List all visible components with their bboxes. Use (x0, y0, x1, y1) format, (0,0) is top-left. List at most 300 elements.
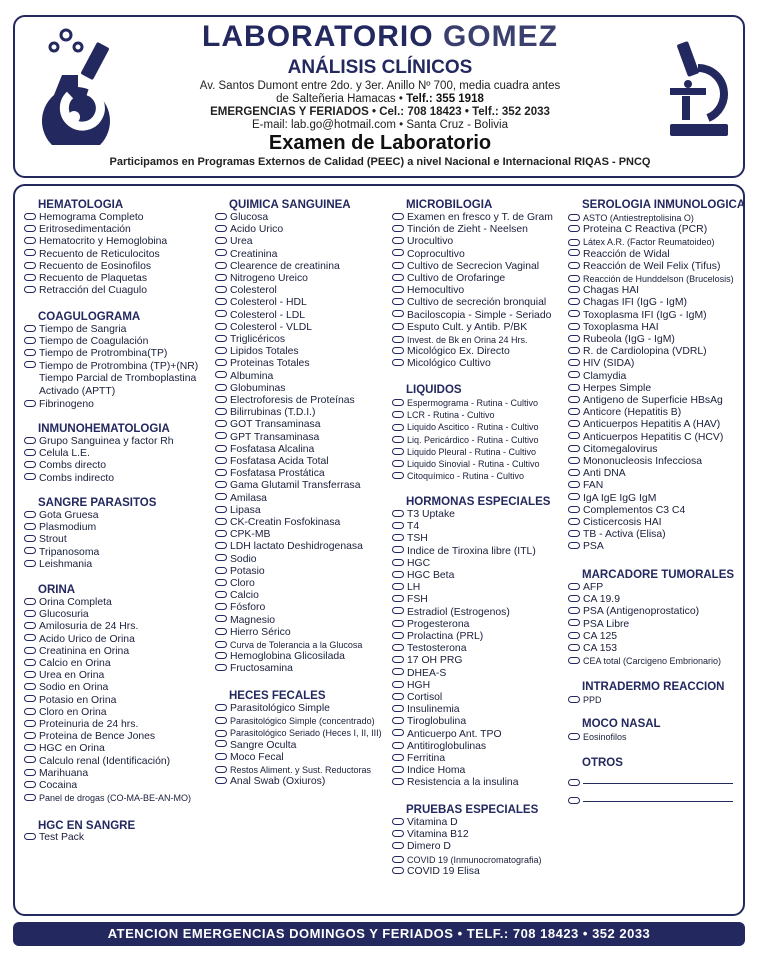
exam-checkbox-item[interactable] (392, 546, 536, 558)
exam-checkbox-item[interactable] (24, 448, 90, 460)
exam-checkbox-item[interactable] (568, 419, 720, 431)
exam-checkbox-item[interactable] (24, 792, 191, 804)
exam-checkbox-item[interactable] (24, 621, 138, 633)
checkbox[interactable] (392, 830, 404, 837)
exam-checkbox-item[interactable] (24, 719, 138, 731)
checkbox[interactable] (215, 554, 227, 561)
checkbox[interactable] (215, 286, 227, 293)
exam-checkbox-item[interactable] (392, 236, 453, 248)
exam-checkbox-item[interactable] (24, 399, 94, 411)
exam-checkbox-item[interactable] (215, 776, 325, 788)
checkbox[interactable] (568, 733, 580, 740)
exam-checkbox-item[interactable] (215, 273, 308, 285)
exam-checkbox-item[interactable] (215, 297, 307, 309)
checkbox[interactable] (392, 323, 404, 330)
checkbox[interactable] (392, 237, 404, 244)
exam-checkbox-item[interactable] (24, 224, 131, 236)
checkbox[interactable] (392, 818, 404, 825)
exam-checkbox-item[interactable] (392, 777, 518, 789)
checkbox[interactable] (24, 647, 36, 654)
checkbox[interactable] (215, 323, 227, 330)
checkbox[interactable] (24, 225, 36, 232)
exam-checkbox-item[interactable] (568, 432, 723, 444)
checkbox[interactable] (568, 506, 580, 513)
checkbox[interactable] (24, 794, 36, 801)
exam-checkbox-item[interactable] (392, 558, 430, 570)
checkbox[interactable] (24, 720, 36, 727)
exam-checkbox-item[interactable] (392, 741, 486, 753)
checkbox[interactable] (392, 336, 404, 343)
exam-checkbox-item[interactable] (215, 505, 261, 517)
exam-checkbox-item[interactable] (215, 395, 355, 407)
checkbox[interactable] (24, 683, 36, 690)
exam-checkbox-item[interactable] (24, 460, 106, 472)
exam-checkbox-item[interactable] (568, 322, 659, 334)
exam-checkbox-item[interactable] (24, 547, 99, 559)
checkbox[interactable] (392, 693, 404, 700)
exam-checkbox-item[interactable] (215, 578, 255, 590)
checkbox[interactable] (568, 420, 580, 427)
checkbox[interactable] (392, 632, 404, 639)
checkbox[interactable] (392, 448, 404, 455)
checkbox[interactable] (392, 286, 404, 293)
checkbox[interactable] (392, 310, 404, 317)
exam-checkbox-item[interactable] (24, 768, 88, 780)
exam-checkbox-item[interactable] (568, 334, 675, 346)
checkbox[interactable] (215, 530, 227, 537)
checkbox[interactable] (568, 595, 580, 602)
exam-checkbox-item[interactable] (392, 570, 454, 582)
exam-checkbox-item[interactable] (392, 212, 553, 224)
checkbox[interactable] (24, 274, 36, 281)
exam-checkbox-item[interactable] (392, 421, 539, 433)
checkbox[interactable] (568, 359, 580, 366)
checkbox[interactable] (392, 510, 404, 517)
exam-checkbox-item[interactable] (568, 261, 720, 273)
checkbox[interactable] (392, 347, 404, 354)
checkbox[interactable] (215, 335, 227, 342)
checkbox[interactable] (215, 766, 227, 773)
exam-checkbox-item[interactable] (568, 694, 602, 706)
exam-checkbox-item[interactable] (215, 480, 361, 492)
exam-checkbox-item[interactable] (392, 533, 428, 545)
checkbox[interactable] (24, 610, 36, 617)
checkbox[interactable] (24, 756, 36, 763)
checkbox[interactable] (215, 493, 227, 500)
exam-checkbox-item[interactable] (568, 383, 651, 395)
checkbox[interactable] (568, 530, 580, 537)
checkbox[interactable] (24, 744, 36, 751)
checkbox[interactable] (24, 337, 36, 344)
checkbox[interactable] (392, 766, 404, 773)
exam-checkbox-item[interactable] (568, 456, 702, 468)
checkbox[interactable] (392, 742, 404, 749)
exam-checkbox-item[interactable] (392, 668, 446, 680)
checkbox[interactable] (392, 274, 404, 281)
checkbox[interactable] (215, 347, 227, 354)
checkbox[interactable] (215, 262, 227, 269)
otros-line-field[interactable] (568, 778, 733, 790)
checkbox[interactable] (568, 335, 580, 342)
checkbox[interactable] (568, 275, 580, 282)
checkbox[interactable] (392, 225, 404, 232)
exam-checkbox-item[interactable] (392, 224, 528, 236)
checkbox[interactable] (215, 274, 227, 281)
exam-checkbox-item[interactable] (215, 236, 253, 248)
checkbox[interactable] (568, 371, 580, 378)
exam-checkbox-item[interactable] (392, 631, 483, 643)
checkbox[interactable] (392, 729, 404, 736)
exam-checkbox-item[interactable] (24, 285, 147, 297)
exam-checkbox-item[interactable] (24, 780, 77, 792)
exam-checkbox-item[interactable] (392, 285, 464, 297)
exam-checkbox-item[interactable] (568, 517, 662, 529)
exam-checkbox-item[interactable] (568, 631, 617, 643)
exam-checkbox-item[interactable] (392, 704, 460, 716)
exam-checkbox-item[interactable] (392, 334, 528, 346)
checkbox[interactable] (392, 534, 404, 541)
checkbox[interactable] (24, 523, 36, 530)
exam-checkbox-item[interactable] (24, 646, 129, 658)
exam-checkbox-item[interactable] (215, 590, 259, 602)
exam-checkbox-item[interactable] (568, 619, 629, 631)
exam-checkbox-item[interactable] (215, 493, 267, 505)
checkbox[interactable] (215, 603, 227, 610)
exam-checkbox-item[interactable] (392, 322, 527, 334)
checkbox[interactable] (568, 797, 580, 804)
exam-checkbox-item[interactable] (24, 695, 116, 707)
checkbox[interactable] (215, 704, 227, 711)
exam-checkbox-item[interactable] (392, 273, 505, 285)
exam-checkbox-item[interactable] (392, 716, 466, 728)
checkbox[interactable] (24, 461, 36, 468)
exam-checkbox-item[interactable] (215, 517, 340, 529)
exam-checkbox-item[interactable] (568, 480, 603, 492)
exam-checkbox-item[interactable] (215, 703, 330, 715)
exam-checkbox-item[interactable] (568, 358, 634, 370)
exam-checkbox-item[interactable] (24, 436, 174, 448)
exam-checkbox-item[interactable] (215, 322, 312, 334)
checkbox[interactable] (392, 249, 404, 256)
exam-checkbox-item[interactable] (24, 756, 170, 768)
checkbox[interactable] (392, 522, 404, 529)
exam-checkbox-item[interactable] (568, 310, 707, 322)
checkbox[interactable] (215, 567, 227, 574)
checkbox[interactable] (24, 535, 36, 542)
exam-checkbox-item[interactable] (392, 643, 467, 655)
exam-checkbox-item[interactable] (568, 541, 604, 553)
checkbox[interactable] (24, 325, 36, 332)
checkbox[interactable] (568, 396, 580, 403)
checkbox[interactable] (568, 518, 580, 525)
checkbox[interactable] (568, 619, 580, 626)
checkbox[interactable] (568, 607, 580, 614)
exam-checkbox-item[interactable] (568, 236, 715, 248)
exam-checkbox-item[interactable] (215, 541, 363, 553)
exam-checkbox-item[interactable] (215, 727, 382, 739)
exam-checkbox-item[interactable] (215, 663, 293, 675)
exam-checkbox-item[interactable] (392, 397, 538, 409)
checkbox[interactable] (392, 424, 404, 431)
checkbox[interactable] (215, 298, 227, 305)
checkbox[interactable] (215, 652, 227, 659)
checkbox[interactable] (215, 777, 227, 784)
checkbox[interactable] (392, 546, 404, 553)
exam-checkbox-item[interactable] (392, 249, 465, 261)
checkbox[interactable] (24, 213, 36, 220)
exam-checkbox-item[interactable] (392, 680, 430, 692)
checkbox[interactable] (392, 472, 404, 479)
exam-checkbox-item[interactable] (24, 522, 96, 534)
checkbox[interactable] (392, 298, 404, 305)
exam-checkbox-item[interactable] (24, 336, 148, 348)
exam-checkbox-item[interactable] (392, 841, 451, 853)
exam-checkbox-item[interactable] (215, 285, 277, 297)
checkbox[interactable] (24, 449, 36, 456)
checkbox[interactable] (392, 595, 404, 602)
exam-checkbox-item[interactable] (392, 753, 445, 765)
exam-checkbox-item[interactable] (392, 261, 539, 273)
exam-checkbox-item[interactable] (392, 446, 536, 458)
exam-checkbox-item[interactable] (24, 682, 108, 694)
exam-checkbox-item[interactable] (568, 297, 687, 309)
checkbox[interactable] (215, 615, 227, 622)
checkbox[interactable] (568, 583, 580, 590)
checkbox[interactable] (24, 781, 36, 788)
exam-checkbox-item[interactable] (568, 606, 699, 618)
exam-checkbox-item[interactable] (24, 743, 105, 755)
exam-checkbox-item[interactable] (392, 582, 420, 594)
checkbox[interactable] (215, 664, 227, 671)
checkbox[interactable] (392, 460, 404, 467)
checkbox[interactable] (568, 286, 580, 293)
checkbox[interactable] (24, 473, 36, 480)
checkbox[interactable] (24, 437, 36, 444)
checkbox[interactable] (215, 384, 227, 391)
checkbox[interactable] (568, 457, 580, 464)
checkbox[interactable] (215, 740, 227, 747)
checkbox[interactable] (568, 323, 580, 330)
exam-checkbox-item[interactable] (215, 224, 283, 236)
checkbox[interactable] (392, 867, 404, 874)
checkbox[interactable] (24, 708, 36, 715)
checkbox[interactable] (215, 518, 227, 525)
checkbox[interactable] (392, 754, 404, 761)
checkbox[interactable] (568, 481, 580, 488)
exam-checkbox-item[interactable] (24, 731, 155, 743)
exam-checkbox-item[interactable] (568, 594, 620, 606)
exam-checkbox-item[interactable] (24, 236, 167, 248)
checkbox[interactable] (24, 695, 36, 702)
exam-checkbox-item[interactable] (392, 297, 546, 309)
checkbox[interactable] (215, 420, 227, 427)
exam-checkbox-item[interactable] (24, 559, 92, 571)
checkbox[interactable] (392, 359, 404, 366)
checkbox[interactable] (568, 779, 580, 786)
exam-checkbox-item[interactable] (215, 407, 315, 419)
exam-checkbox-item[interactable] (568, 407, 681, 419)
exam-checkbox-item[interactable] (392, 409, 495, 421)
checkbox[interactable] (24, 671, 36, 678)
exam-checkbox-item[interactable] (24, 261, 151, 273)
checkbox[interactable] (215, 225, 227, 232)
checkbox[interactable] (24, 361, 36, 368)
exam-checkbox-item[interactable] (24, 473, 114, 485)
checkbox[interactable] (215, 359, 227, 366)
checkbox[interactable] (24, 249, 36, 256)
checkbox[interactable] (24, 511, 36, 518)
exam-checkbox-item[interactable] (215, 419, 320, 431)
checkbox[interactable] (392, 644, 404, 651)
exam-checkbox-item[interactable] (215, 383, 285, 395)
checkbox[interactable] (24, 547, 36, 554)
exam-checkbox-item[interactable] (24, 324, 126, 336)
checkbox[interactable] (392, 411, 404, 418)
checkbox[interactable] (568, 632, 580, 639)
exam-checkbox-item[interactable] (392, 854, 542, 866)
checkbox[interactable] (392, 620, 404, 627)
checkbox[interactable] (568, 657, 580, 664)
exam-checkbox-item[interactable] (215, 615, 275, 627)
exam-checkbox-item[interactable] (215, 468, 325, 480)
otros-line-field[interactable] (568, 796, 733, 808)
checkbox[interactable] (215, 591, 227, 598)
checkbox[interactable] (215, 432, 227, 439)
checkbox[interactable] (392, 681, 404, 688)
checkbox[interactable] (24, 560, 36, 567)
exam-checkbox-item[interactable] (568, 346, 707, 358)
checkbox[interactable] (215, 628, 227, 635)
exam-checkbox-item[interactable] (215, 529, 270, 541)
checkbox[interactable] (392, 607, 404, 614)
checkbox[interactable] (568, 408, 580, 415)
checkbox[interactable] (568, 239, 580, 246)
checkbox[interactable] (24, 598, 36, 605)
checkbox[interactable] (392, 262, 404, 269)
checkbox[interactable] (24, 622, 36, 629)
exam-checkbox-item[interactable] (24, 361, 198, 373)
checkbox[interactable] (215, 717, 227, 724)
exam-checkbox-item[interactable] (392, 470, 524, 482)
exam-checkbox-item[interactable] (392, 866, 480, 878)
exam-checkbox-item[interactable] (392, 619, 469, 631)
checkbox[interactable] (392, 583, 404, 590)
exam-checkbox-item[interactable] (568, 249, 670, 261)
checkbox[interactable] (568, 432, 580, 439)
exam-checkbox-item[interactable] (568, 395, 723, 407)
checkbox[interactable] (215, 641, 227, 648)
exam-checkbox-item[interactable] (392, 521, 419, 533)
checkbox[interactable] (215, 579, 227, 586)
exam-checkbox-item[interactable] (568, 643, 617, 655)
exam-checkbox-item[interactable] (215, 261, 340, 273)
checkbox[interactable] (568, 445, 580, 452)
checkbox[interactable] (568, 347, 580, 354)
checkbox[interactable] (568, 262, 580, 269)
exam-checkbox-item[interactable] (392, 434, 539, 446)
checkbox[interactable] (24, 769, 36, 776)
checkbox[interactable] (215, 408, 227, 415)
exam-checkbox-item[interactable] (24, 670, 104, 682)
exam-checkbox-item[interactable] (568, 493, 656, 505)
checkbox[interactable] (215, 249, 227, 256)
checkbox[interactable] (392, 571, 404, 578)
checkbox[interactable] (215, 469, 227, 476)
exam-checkbox-item[interactable] (392, 310, 551, 322)
exam-checkbox-item[interactable] (215, 602, 265, 614)
checkbox[interactable] (215, 310, 227, 317)
exam-checkbox-item[interactable] (392, 458, 540, 470)
exam-checkbox-item[interactable] (392, 346, 510, 358)
checkbox[interactable] (392, 436, 404, 443)
checkbox[interactable] (215, 213, 227, 220)
exam-checkbox-item[interactable] (24, 249, 160, 261)
exam-checkbox-item[interactable] (24, 534, 67, 546)
checkbox[interactable] (568, 214, 580, 221)
checkbox[interactable] (215, 506, 227, 513)
exam-checkbox-item[interactable] (215, 627, 291, 639)
exam-checkbox-item[interactable] (24, 273, 147, 285)
exam-checkbox-item[interactable] (568, 582, 603, 594)
checkbox[interactable] (24, 237, 36, 244)
write-in-line[interactable] (583, 783, 733, 784)
checkbox[interactable] (568, 644, 580, 651)
checkbox[interactable] (215, 445, 227, 452)
exam-checkbox-item[interactable] (24, 510, 99, 522)
checkbox[interactable] (24, 634, 36, 641)
checkbox[interactable] (392, 399, 404, 406)
checkbox[interactable] (568, 310, 580, 317)
exam-checkbox-item[interactable] (568, 655, 721, 667)
exam-checkbox-item[interactable] (215, 715, 375, 727)
exam-checkbox-item[interactable] (215, 358, 310, 370)
exam-checkbox-item[interactable] (215, 639, 362, 651)
exam-checkbox-item[interactable] (568, 371, 626, 383)
checkbox[interactable] (568, 696, 580, 703)
exam-checkbox-item[interactable] (392, 829, 469, 841)
exam-checkbox-item[interactable] (215, 764, 371, 776)
exam-checkbox-item[interactable] (392, 358, 491, 370)
checkbox[interactable] (568, 542, 580, 549)
checkbox[interactable] (568, 249, 580, 256)
exam-checkbox-item[interactable] (568, 468, 626, 480)
exam-checkbox-item[interactable] (568, 529, 666, 541)
checkbox[interactable] (568, 384, 580, 391)
exam-checkbox-item[interactable] (215, 456, 329, 468)
exam-checkbox-item[interactable] (24, 707, 107, 719)
exam-checkbox-item[interactable] (24, 832, 84, 844)
checkbox[interactable] (392, 656, 404, 663)
checkbox[interactable] (392, 778, 404, 785)
checkbox[interactable] (568, 469, 580, 476)
checkbox[interactable] (24, 833, 36, 840)
checkbox[interactable] (568, 493, 580, 500)
exam-checkbox-item[interactable] (215, 752, 284, 764)
exam-checkbox-item[interactable] (568, 731, 627, 743)
checkbox[interactable] (392, 668, 404, 675)
exam-checkbox-item[interactable] (24, 658, 111, 670)
exam-checkbox-item[interactable] (215, 740, 296, 752)
exam-checkbox-item[interactable] (568, 273, 734, 285)
checkbox[interactable] (215, 730, 227, 737)
exam-checkbox-item[interactable] (215, 334, 285, 346)
exam-checkbox-item[interactable] (24, 597, 112, 609)
exam-checkbox-item[interactable] (215, 444, 314, 456)
exam-checkbox-item[interactable] (215, 554, 257, 566)
exam-checkbox-item[interactable] (392, 594, 428, 606)
checkbox[interactable] (24, 659, 36, 666)
checkbox[interactable] (24, 732, 36, 739)
